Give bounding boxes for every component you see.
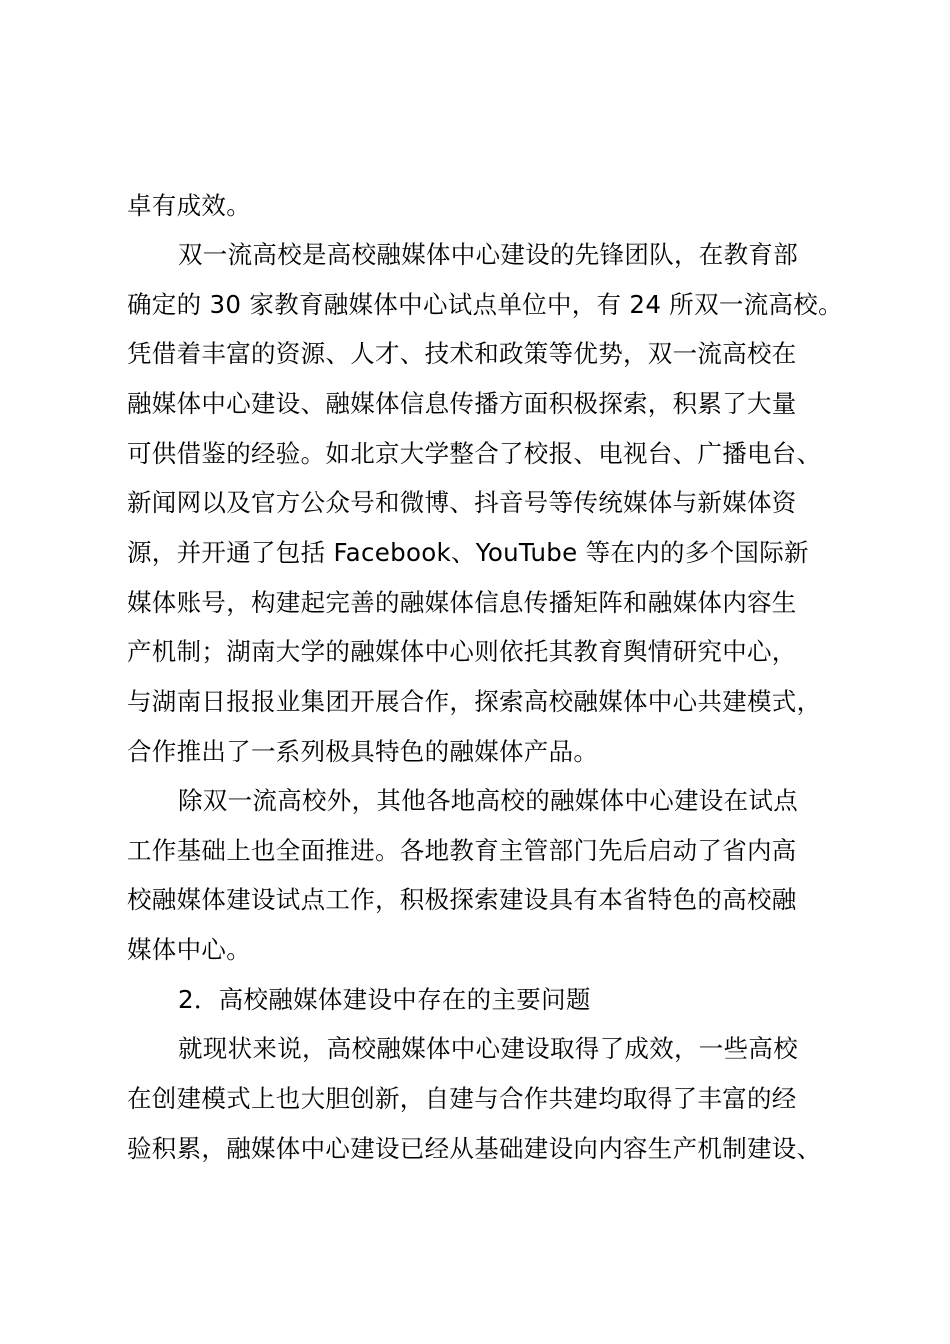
text-line: 源，并开通了包括 Facebook、YouTube 等在内的多个国际新	[127, 538, 809, 567]
text-line: 产机制；湖南大学的融媒体中心则依托其教育舆情研究中心，	[127, 637, 797, 666]
paragraph-start: 除双一流高校外，其他各地高校的融媒体中心建设在试点	[178, 786, 798, 815]
paragraph-start: 就现状来说，高校融媒体中心建设取得了成效，一些高校	[178, 1034, 798, 1063]
text-line: 校融媒体建设试点工作，积极探索建设具有本省特色的高校融	[127, 885, 797, 914]
text-line: 卓有成效。	[127, 191, 251, 220]
text-line: 工作基础上也全面推进。各地教育主管部门先后启动了省内高	[127, 836, 797, 865]
text-line: 凭借着丰富的资源、人才、技术和政策等优势，双一流高校在	[127, 339, 797, 368]
text-line: 融媒体中心建设、融媒体信息传播方面积极探索，积累了大量	[127, 389, 797, 418]
text-line: 新闻网以及官方公众号和微博、抖音号等传统媒体与新媒体资	[127, 488, 797, 517]
text-line: 与湖南日报报业集团开展合作，探索高校融媒体中心共建模式，	[127, 687, 822, 716]
text-line: 确定的 30 家教育融媒体中心试点单位中，有 24 所双一流高校。	[127, 290, 843, 319]
paragraph-start: 双一流高校是高校融媒体中心建设的先锋团队，在教育部	[178, 240, 798, 269]
text-line: 合作推出了一系列极具特色的融媒体产品。	[127, 737, 599, 766]
text-line: 媒体中心。	[127, 935, 251, 964]
text-line: 在创建模式上也大胆创新，自建与合作共建均取得了丰富的经	[127, 1084, 797, 1113]
section-heading: 2．高校融媒体建设中存在的主要问题	[178, 985, 591, 1014]
text-line: 媒体账号，构建起完善的融媒体信息传播矩阵和融媒体内容生	[127, 588, 797, 617]
text-line: 可供借鉴的经验。如北京大学整合了校报、电视台、广播电台、	[127, 439, 822, 468]
text-line: 验积累，融媒体中心建设已经从基础建设向内容生产机制建设、	[127, 1134, 822, 1163]
